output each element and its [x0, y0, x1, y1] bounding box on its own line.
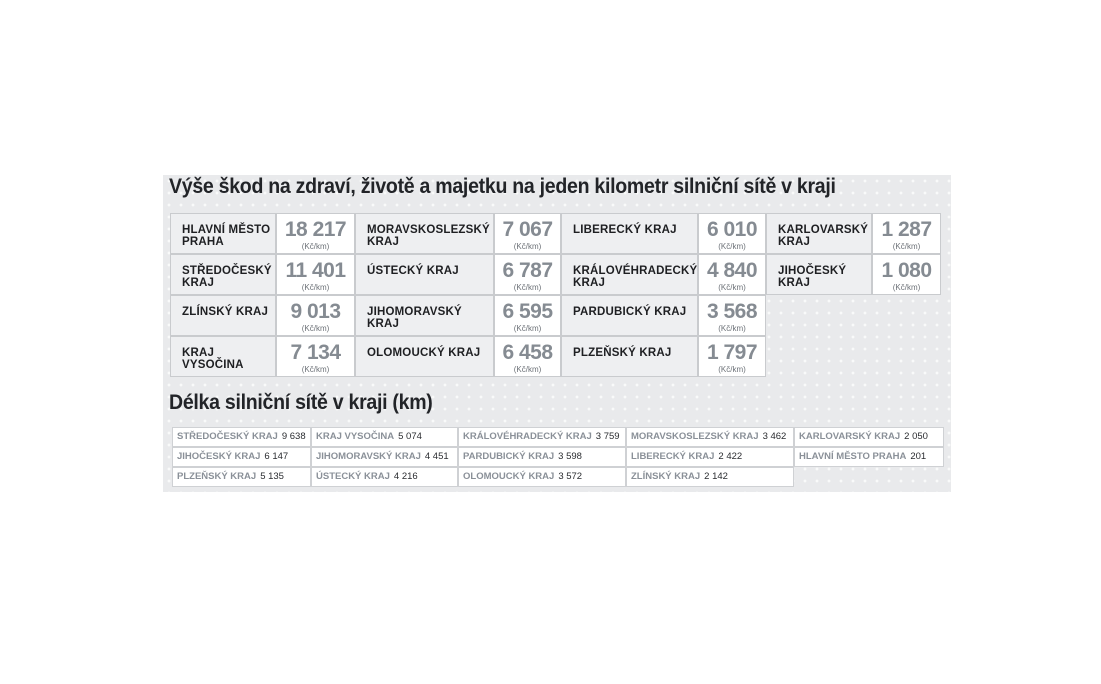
road-length-cell	[458, 427, 626, 447]
road-length-value: 2 050	[904, 431, 928, 442]
road-length-region: JIHOČESKÝ KRAJ	[177, 451, 261, 462]
infographic-panel	[163, 175, 951, 492]
region-name: KARLOVARSKÝ KRAJ	[766, 213, 872, 254]
region-name: KRAJ VYSOČINA	[170, 336, 276, 377]
damage-number: 3 568	[706, 300, 758, 323]
region-name: PARDUBICKÝ KRAJ	[561, 295, 698, 336]
damage-value	[494, 295, 561, 336]
unit-label: (Kč/km)	[718, 242, 746, 251]
damage-number: 7 067	[502, 218, 553, 241]
damage-value	[872, 213, 941, 254]
damage-title: Výše škod na zdraví, životě a majetku na jeden kilometr silniční sítě v kraji	[169, 175, 836, 198]
damage-number: 4 840	[706, 259, 758, 282]
unit-label: (Kč/km)	[301, 242, 330, 251]
damage-value	[276, 336, 355, 377]
damage-value	[494, 213, 561, 254]
road-length-value: 3 759	[595, 431, 620, 442]
damage-value	[494, 336, 561, 377]
road-length-region: ÚSTECKÝ KRAJ	[316, 471, 390, 482]
road-length-value: 3 462	[762, 431, 787, 442]
unit-label: (Kč/km)	[718, 324, 746, 333]
unit-label: (Kč/km)	[892, 283, 921, 292]
damage-value	[698, 295, 766, 336]
unit-label: (Kč/km)	[301, 324, 330, 333]
damage-number: 6 787	[502, 259, 553, 282]
road-length-title: Délka silniční sítě v kraji (km)	[169, 391, 433, 414]
road-length-cell	[458, 467, 626, 487]
road-length-value: 9 638	[281, 431, 306, 442]
damage-number: 1 797	[706, 341, 758, 364]
region-name: HLAVNÍ MĚSTO PRAHA	[170, 213, 276, 254]
damage-value	[698, 213, 766, 254]
damage-value	[494, 254, 561, 295]
unit-label: (Kč/km)	[301, 365, 330, 374]
damage-value	[276, 295, 355, 336]
road-length-cell	[311, 447, 458, 467]
unit-label: (Kč/km)	[513, 365, 542, 374]
damage-value	[276, 213, 355, 254]
unit-label: (Kč/km)	[513, 242, 542, 251]
road-length-cell	[626, 467, 794, 487]
road-length-cell	[311, 427, 458, 447]
road-length-value: 2 142	[704, 471, 728, 482]
unit-label: (Kč/km)	[513, 324, 542, 333]
region-name: ÚSTECKÝ KRAJ	[355, 254, 494, 295]
unit-label: (Kč/km)	[718, 283, 746, 292]
road-length-cell	[626, 447, 794, 467]
road-length-region: PLZEŇSKÝ KRAJ	[177, 471, 257, 482]
road-length-region: JIHOMORAVSKÝ KRAJ	[316, 451, 421, 462]
road-length-region: ZLÍNSKÝ KRAJ	[631, 471, 701, 482]
road-length-region: KRAJ VYSOČINA	[316, 431, 395, 442]
road-length-region: HLAVNÍ MĚSTO PRAHA	[799, 451, 907, 462]
road-length-cell	[626, 427, 794, 447]
damage-number: 6 458	[502, 341, 553, 364]
road-length-value: 5 074	[398, 431, 422, 442]
damage-number: 18 217	[284, 218, 347, 241]
region-name: LIBERECKÝ KRAJ	[561, 213, 698, 254]
region-name: PLZEŇSKÝ KRAJ	[561, 336, 698, 377]
region-name: JIHOČESKÝ KRAJ	[766, 254, 872, 295]
damage-value	[698, 254, 766, 295]
road-length-value: 201	[910, 451, 927, 462]
unit-label: (Kč/km)	[301, 283, 330, 292]
damage-number: 6 595	[502, 300, 553, 323]
damage-value	[276, 254, 355, 295]
road-length-cell	[172, 447, 311, 467]
road-length-cell	[794, 427, 944, 447]
damage-number: 1 287	[881, 218, 932, 241]
road-length-region: KRÁLOVÉHRADECKÝ KRAJ	[463, 431, 592, 442]
road-length-region: STŘEDOČESKÝ KRAJ	[177, 431, 278, 442]
region-name: OLOMOUCKÝ KRAJ	[355, 336, 494, 377]
unit-label: (Kč/km)	[718, 365, 746, 374]
region-name: MORAVSKOSLEZSKÝ KRAJ	[355, 213, 494, 254]
region-name: JIHOMORAVSKÝ KRAJ	[355, 295, 494, 336]
unit-label: (Kč/km)	[892, 242, 921, 251]
road-length-cell	[172, 427, 311, 447]
road-length-region: LIBERECKÝ KRAJ	[631, 451, 715, 462]
road-length-value: 6 147	[264, 451, 289, 462]
road-length-region: OLOMOUCKÝ KRAJ	[463, 471, 555, 482]
region-name: STŘEDOČESKÝ KRAJ	[170, 254, 276, 295]
road-length-cell	[458, 447, 626, 467]
road-length-region: KARLOVARSKÝ KRAJ	[799, 431, 901, 442]
road-length-cell	[794, 447, 944, 467]
damage-number: 1 080	[881, 259, 932, 282]
road-length-value: 4 216	[393, 471, 418, 482]
road-length-value: 3 598	[558, 451, 582, 462]
damage-value	[698, 336, 766, 377]
road-length-value: 5 135	[260, 471, 284, 482]
damage-number: 9 013	[290, 300, 341, 323]
damage-number: 7 134	[290, 341, 341, 364]
region-name: ZLÍNSKÝ KRAJ	[170, 295, 276, 336]
damage-number: 11 401	[285, 259, 346, 282]
road-length-cell	[311, 467, 458, 487]
road-length-value: 2 422	[718, 451, 743, 462]
road-length-cell	[172, 467, 311, 487]
road-length-value: 4 451	[424, 451, 449, 462]
road-length-value: 3 572	[558, 471, 583, 482]
road-length-region: PARDUBICKÝ KRAJ	[463, 451, 555, 462]
damage-number: 6 010	[706, 218, 758, 241]
unit-label: (Kč/km)	[513, 283, 542, 292]
region-name: KRÁLOVÉHRADECKÝ KRAJ	[561, 254, 698, 295]
road-length-region: MORAVSKOSLEZSKÝ KRAJ	[631, 431, 759, 442]
damage-value	[872, 254, 941, 295]
